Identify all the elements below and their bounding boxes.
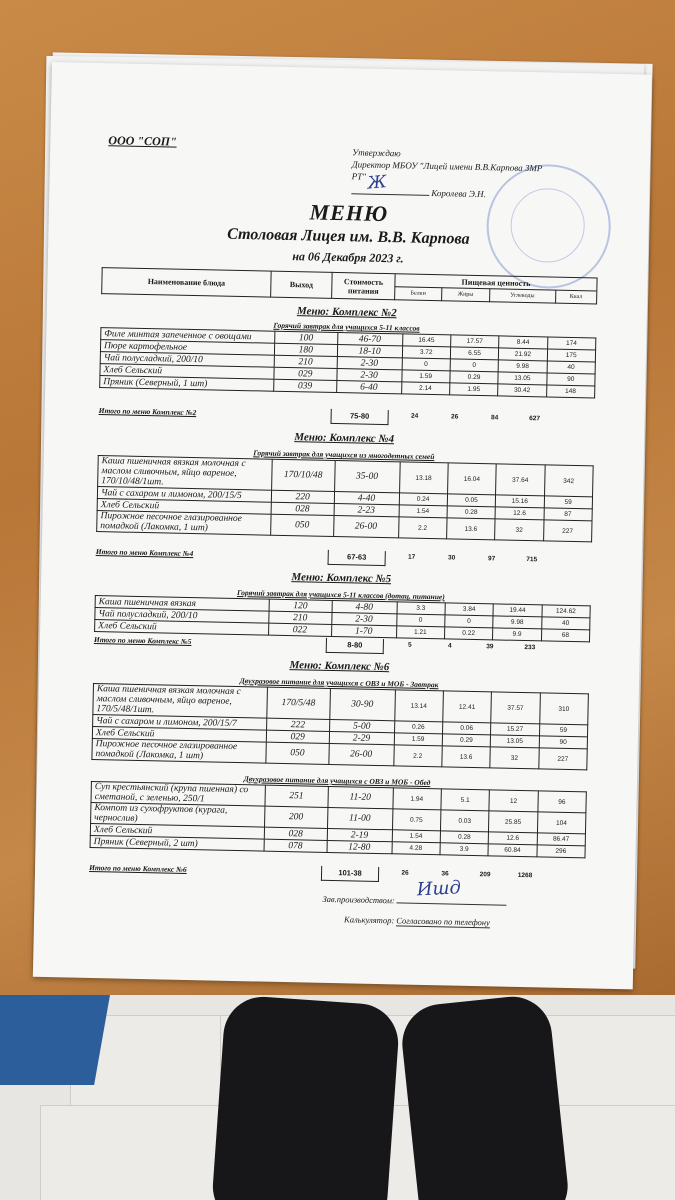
dish-price: 26-00 (329, 743, 394, 765)
footer-production-label: Зав.производством: (322, 893, 395, 906)
header-carbs: Углеводы (489, 289, 555, 303)
dish-price: 35-00 (334, 461, 399, 493)
dish-output: 050 (266, 742, 329, 764)
dish-price: 5-00 (329, 719, 394, 732)
header-protein: Белки (395, 287, 442, 301)
dish-name: Суп крестьянский (крупа пшенная) со сметаной, с зеленью, 250/1 (91, 781, 265, 806)
dish-price: 46-70 (337, 333, 402, 346)
total-price: 8-80 (326, 638, 384, 654)
header-dish-name: Наименование блюда (102, 268, 272, 298)
dish-fat: 17.57 (450, 335, 499, 348)
menu-document (33, 62, 652, 989)
section-subtitle: Горячий завтрак для учащихся из многодетных семей (253, 448, 435, 462)
dish-protein: 3.72 (402, 346, 451, 359)
dish-name: Филе минтая запеченное с овощами (101, 328, 275, 344)
dish-price: 12-80 (327, 840, 392, 853)
section-title: Меню: Комплекс №6 (289, 659, 390, 674)
dish-output: 120 (269, 599, 332, 612)
section-subtitle: Двухразовое питание для учащихся с ОВЗ и МОБ - Завтрак (239, 676, 439, 690)
dish-price: 26-00 (333, 515, 398, 537)
dish-output: 180 (274, 343, 337, 356)
section-table (90, 781, 587, 858)
dish-carbs: 13.05 (498, 372, 547, 385)
dish-name: Хлеб Сельский (97, 499, 271, 515)
dish-protein: 0 (402, 358, 451, 371)
dish-fat: 0.03 (440, 810, 489, 832)
dish-output: 170/5/48 (267, 687, 330, 719)
dish-carbs: 12.6 (488, 832, 537, 845)
dish-price: 4-40 (334, 492, 399, 505)
dish-name: Пирожное песочное глазированное помадкой (Лакомка, 1 шт) (97, 511, 271, 536)
dish-carbs: 15.16 (495, 495, 544, 508)
dish-name: Чай с сахаром и лимоном, 200/15/5 (97, 487, 271, 503)
dish-fat: 13.6 (446, 518, 495, 540)
director-signature: Ж (366, 172, 388, 194)
dish-protein: 0.75 (392, 809, 441, 831)
total-nutrition: 24 26 84 627 (410, 412, 541, 423)
dish-kcal: 68 (541, 629, 590, 642)
dish-output: 039 (274, 379, 337, 392)
dish-output: 028 (264, 827, 327, 840)
dish-protein: 1.54 (392, 830, 441, 843)
header-cost: Стоимость питания (332, 272, 396, 299)
dish-kcal: 227 (538, 748, 587, 770)
dish-fat: 0.28 (440, 831, 489, 844)
dish-carbs: 13.05 (490, 735, 539, 748)
dish-fat: 13.6 (442, 746, 491, 768)
dish-price: 11-00 (327, 807, 392, 829)
menu-date: на 06 Декабря 2023 г. (292, 249, 404, 266)
dish-protein: 2.14 (401, 382, 450, 395)
dish-protein: 3.3 (397, 602, 446, 615)
dish-kcal: 96 (537, 791, 586, 813)
section-title: Меню: Комплекс №2 (296, 305, 397, 320)
dish-name: Хлеб Сельский (95, 620, 269, 636)
dish-carbs: 37.57 (491, 692, 540, 724)
menu-title: МЕНЮ (309, 199, 389, 227)
dish-carbs: 12.6 (495, 507, 544, 520)
dish-name: Хлеб Сельский (90, 823, 264, 839)
dish-name: Пряник (Северный, 1 шт) (100, 376, 274, 392)
dish-kcal: 86.47 (537, 833, 586, 846)
dish-output: 029 (274, 367, 337, 380)
organization-name: ООО "СОП" (108, 133, 177, 149)
dish-fat: 0.22 (444, 627, 493, 640)
dish-price: 2-23 (334, 504, 399, 517)
header-nutrition: Пищевая ценность (395, 274, 597, 291)
dish-name: Хлеб Сельский (92, 726, 266, 742)
dish-output: 220 (271, 490, 334, 503)
dish-name: Пряник (Северный, 2 шт) (90, 835, 264, 851)
dish-carbs: 37.64 (496, 464, 545, 496)
dish-name: Компот из сухофруктов (курага, чернослив) (91, 802, 265, 827)
dish-price: 1-70 (331, 624, 396, 637)
header-output: Выход (271, 271, 333, 298)
leg-left (210, 995, 401, 1200)
dish-output: 251 (265, 785, 328, 807)
dish-carbs: 8.44 (499, 336, 548, 349)
dish-carbs: 25.85 (489, 811, 538, 833)
total-price: 75-80 (330, 409, 388, 425)
total-label: Итого по меню Комплекс №5 (93, 635, 192, 647)
dish-output: 022 (268, 623, 331, 636)
dish-carbs: 12 (489, 790, 538, 812)
dish-kcal: 90 (539, 736, 588, 749)
dish-price: 2-30 (337, 369, 402, 382)
dish-name: Каша пшеничная вязкая (95, 596, 269, 612)
menu-subtitle: Столовая Лицея им. В.В. Карпова (227, 225, 470, 248)
total-nutrition: 17 30 97 715 (408, 553, 538, 564)
section-table (99, 327, 596, 398)
dish-fat: 0 (450, 359, 499, 372)
footer-production (322, 894, 507, 908)
dish-protein: 1.59 (394, 733, 443, 746)
dish-name: Хлеб Сельский (100, 364, 274, 380)
total-label: Итого по меню Комплекс №6 (89, 862, 187, 874)
dish-output: 170/10/48 (271, 459, 334, 491)
dish-protein: 1.21 (396, 626, 445, 639)
dish-price: 30-90 (329, 688, 394, 720)
section-title: Меню: Комплекс №5 (291, 571, 392, 586)
chair-blue (0, 995, 110, 1085)
dish-name: Чай полусладкий, 200/10 (95, 608, 269, 624)
dish-carbs: 32 (495, 519, 544, 541)
dish-name: Чай полусладкий, 200/10 (100, 352, 274, 368)
dish-output: 200 (264, 806, 327, 828)
dish-carbs: 9.98 (493, 616, 542, 629)
dish-fat: 0 (445, 615, 494, 628)
dish-fat: 0.06 (442, 722, 491, 735)
approval-line: Директор МБОУ "Лицей имени В.В.Карпова ЗМР РТ" (351, 159, 543, 182)
dish-kcal: 175 (547, 349, 596, 362)
total-price: 101-38 (321, 866, 379, 882)
dish-fat: 0.29 (450, 371, 499, 384)
section-table (91, 683, 589, 770)
footer-calculator-label: Калькулятор: (344, 914, 395, 926)
dish-kcal: 87 (544, 508, 593, 521)
dish-price: 4-80 (332, 600, 397, 613)
dish-output: 029 (266, 730, 329, 743)
dish-carbs: 60.84 (488, 844, 537, 857)
section-table (96, 455, 594, 542)
dish-protein: 13.14 (394, 690, 443, 722)
dish-carbs: 32 (490, 747, 539, 769)
footer-calculator-value: Согласовано по телефону (396, 915, 490, 928)
dish-price: 2-30 (331, 612, 396, 625)
dish-name: Чай с сахаром и лимоном, 200/15/7 (93, 714, 267, 730)
dish-protein: 16.45 (402, 334, 451, 347)
dish-protein: 1.94 (392, 788, 441, 810)
dish-price: 2-29 (329, 731, 394, 744)
dish-output: 028 (271, 502, 334, 515)
dish-fat: 0.28 (447, 506, 496, 519)
dish-output: 050 (271, 514, 334, 536)
total-label: Итого по меню Комплекс №4 (95, 547, 194, 559)
dish-kcal: 59 (539, 724, 588, 737)
dish-price: 18-10 (337, 345, 402, 358)
total-label: Итого по меню Комплекс №2 (98, 406, 197, 418)
dish-kcal: 40 (541, 617, 590, 630)
dish-kcal: 40 (547, 361, 596, 374)
header-kcal: Ккал (555, 290, 597, 304)
dish-price: 2-30 (337, 357, 402, 370)
dish-kcal: 310 (539, 693, 588, 725)
dish-kcal: 174 (547, 337, 596, 350)
dish-fat: 6.55 (450, 347, 499, 360)
dish-carbs: 19.44 (493, 604, 542, 617)
dish-carbs: 9.98 (498, 360, 547, 373)
dish-price: 6-40 (336, 381, 401, 394)
dish-protein: 2.2 (393, 745, 442, 767)
floor (0, 995, 675, 1200)
dish-kcal: 90 (546, 373, 595, 386)
dish-fat: 1.95 (449, 383, 498, 396)
dish-protein: 1.59 (401, 370, 450, 383)
total-price: 67-63 (328, 550, 386, 566)
dish-output: 078 (264, 839, 327, 852)
section-subtitle: Горячий завтрак для учащихся 5-11 классов (273, 320, 420, 333)
dish-output: 210 (269, 611, 332, 624)
section-subtitle: Двухразовое питание для учащихся с ОВЗ и МОБ - Обед (243, 774, 431, 788)
dish-name: Каша пшеничная вязкая молочная с маслом сливочным, яйцо вареное, 170/5/48/1шт. (93, 684, 268, 719)
dish-protein: 1.54 (399, 505, 448, 518)
dish-protein: 13.18 (399, 462, 448, 494)
dish-output: 100 (275, 331, 338, 344)
dish-price: 2-19 (327, 828, 392, 841)
dish-fat: 3.9 (440, 843, 489, 856)
dish-protein: 2.2 (398, 517, 447, 539)
dish-kcal: 59 (544, 496, 593, 509)
dish-name: Пюре картофельное (100, 340, 274, 356)
dish-kcal: 296 (537, 845, 586, 858)
production-signature: Ишд (416, 877, 462, 901)
dish-kcal: 342 (544, 465, 593, 497)
dish-carbs: 30.42 (498, 384, 547, 397)
dish-protein: 4.28 (391, 842, 440, 855)
dish-fat: 12.41 (443, 691, 492, 723)
dish-protein: 0.26 (394, 721, 443, 734)
dish-output: 222 (266, 718, 329, 731)
dish-fat: 3.84 (445, 603, 494, 616)
dish-price: 11-20 (328, 786, 393, 808)
total-nutrition: 26 36 209 1268 (401, 869, 533, 880)
total-nutrition: 5 4 39 233 (407, 641, 536, 652)
approval-line: Утверждаю (352, 147, 401, 159)
dish-output: 210 (274, 355, 337, 368)
dish-name: Каша пшеничная вязкая молочная с маслом сливочным, яйцо вареное, 170/10/48/1шт. (98, 456, 273, 491)
dish-fat: 5.1 (441, 789, 490, 811)
dish-kcal: 227 (543, 520, 592, 542)
dish-name: Пирожное песочное глазированное помадкой (Лакомка, 1 шт) (92, 738, 266, 763)
dish-protein: 0.24 (399, 493, 448, 506)
dish-kcal: 148 (546, 385, 595, 398)
dish-fat: 0.29 (442, 734, 491, 747)
dish-protein: 0 (396, 614, 445, 627)
dish-kcal: 124.62 (542, 605, 591, 618)
dish-fat: 16.04 (447, 463, 496, 495)
footer-calculator (344, 914, 490, 928)
header-fat: Жиры (442, 288, 490, 302)
dish-fat: 0.05 (447, 494, 496, 507)
section-subtitle: Горячий завтрак для учащихся 5-11 классов (дотац. питание) (236, 587, 445, 602)
section-title: Меню: Комплекс №4 (294, 431, 395, 446)
dish-kcal: 104 (537, 812, 586, 834)
leg-right (398, 995, 571, 1200)
dish-carbs: 9.9 (493, 628, 542, 641)
approval-signer: Королева Э.Н. (431, 187, 486, 200)
dish-carbs: 15.27 (491, 723, 540, 736)
dish-carbs: 21.92 (499, 348, 548, 361)
